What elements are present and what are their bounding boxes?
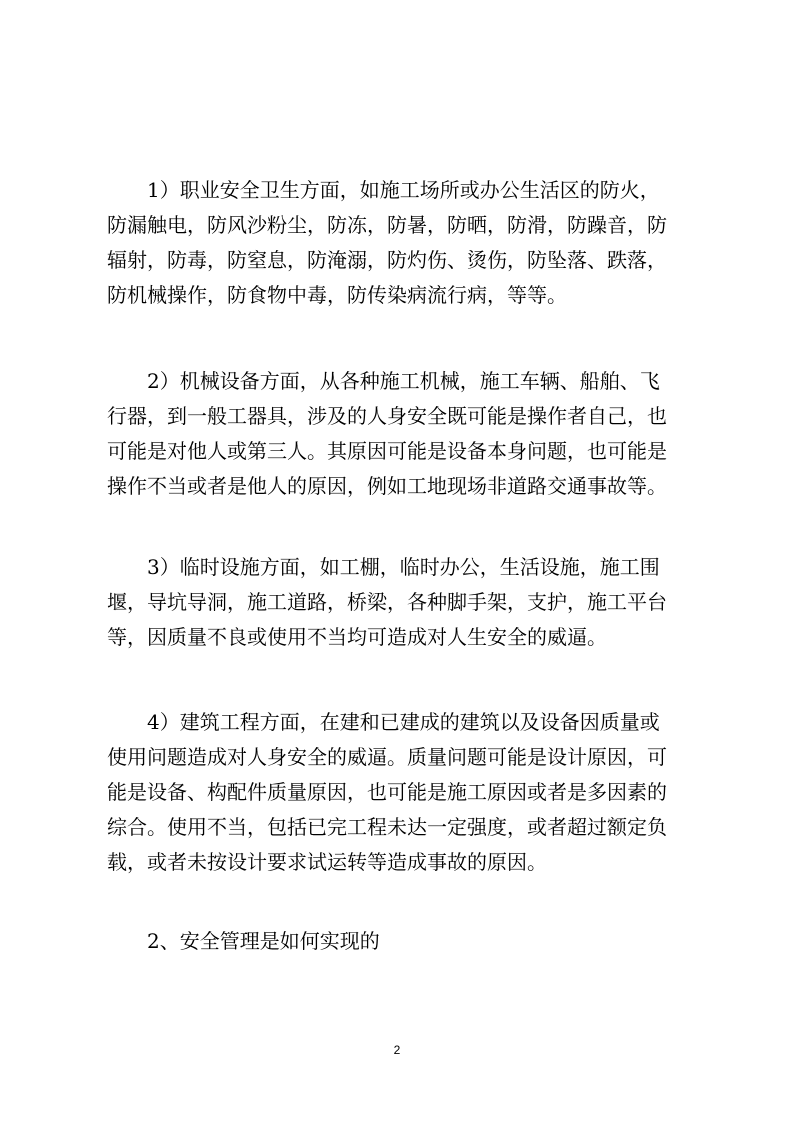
paragraph-line: 使用问题造成对人身安全的威逼。质量问题可能是设计原因，可: [107, 745, 667, 769]
paragraph-temporary-facilities: [107, 550, 697, 655]
paragraph-line: 操作不当或者是他人的原因，例如工地现场非道路交通事故等。: [107, 474, 667, 498]
paragraph-line: 行器，到一般工器具，涉及的人身安全既可能是操作者自己，也: [107, 404, 667, 428]
paragraph-line: 载，或者未按设计要求试运转等造成事故的原因。: [107, 850, 547, 874]
section-heading: 2、安全管理是如何实现的: [147, 929, 380, 953]
page-number: 2: [393, 1043, 401, 1057]
paragraph-line: 综合。使用不当，包括已完工程未达一定强度，或者超过额定负: [107, 815, 667, 839]
paragraph-line: 能是设备、构配件质量原因，也可能是施工原因或者是多因素的: [107, 780, 667, 804]
paragraph-line: 3）临时设施方面，如工棚，临时办公，生活设施，施工围: [147, 555, 660, 579]
paragraph-line: 2）机械设备方面，从各种施工机械，施工车辆、船舶、飞: [147, 369, 660, 393]
paragraph-line: 辐射，防毒，防窒息，防淹溺，防灼伤、烫伤，防坠落、跌落，: [107, 248, 667, 272]
paragraph-line: 可能是对他人或第三人。其原因可能是设备本身问题，也可能是: [107, 439, 667, 463]
paragraph-machinery: [107, 364, 697, 504]
paragraph-line: 防漏触电，防风沙粉尘，防冻，防暑，防晒，防滑，防躁音，防: [107, 213, 667, 237]
paragraph-line: 等，因质量不良或使用不当均可造成对人生安全的威逼。: [107, 625, 607, 649]
paragraph-line: 1）职业安全卫生方面，如施工场所或办公生活区的防火，: [147, 178, 660, 202]
paragraph-occupational-safety: [107, 173, 697, 313]
paragraph-line: 4）建筑工程方面，在建和已建成的建筑以及设备因质量或: [147, 710, 660, 734]
paragraph-line: 堰，导坑导洞，施工道路，桥梁，各种脚手架，支护，施工平台: [107, 590, 667, 614]
paragraph-construction: [107, 705, 697, 880]
paragraph-line: 防机械操作，防食物中毒，防传染病流行病，等等。: [107, 283, 567, 307]
